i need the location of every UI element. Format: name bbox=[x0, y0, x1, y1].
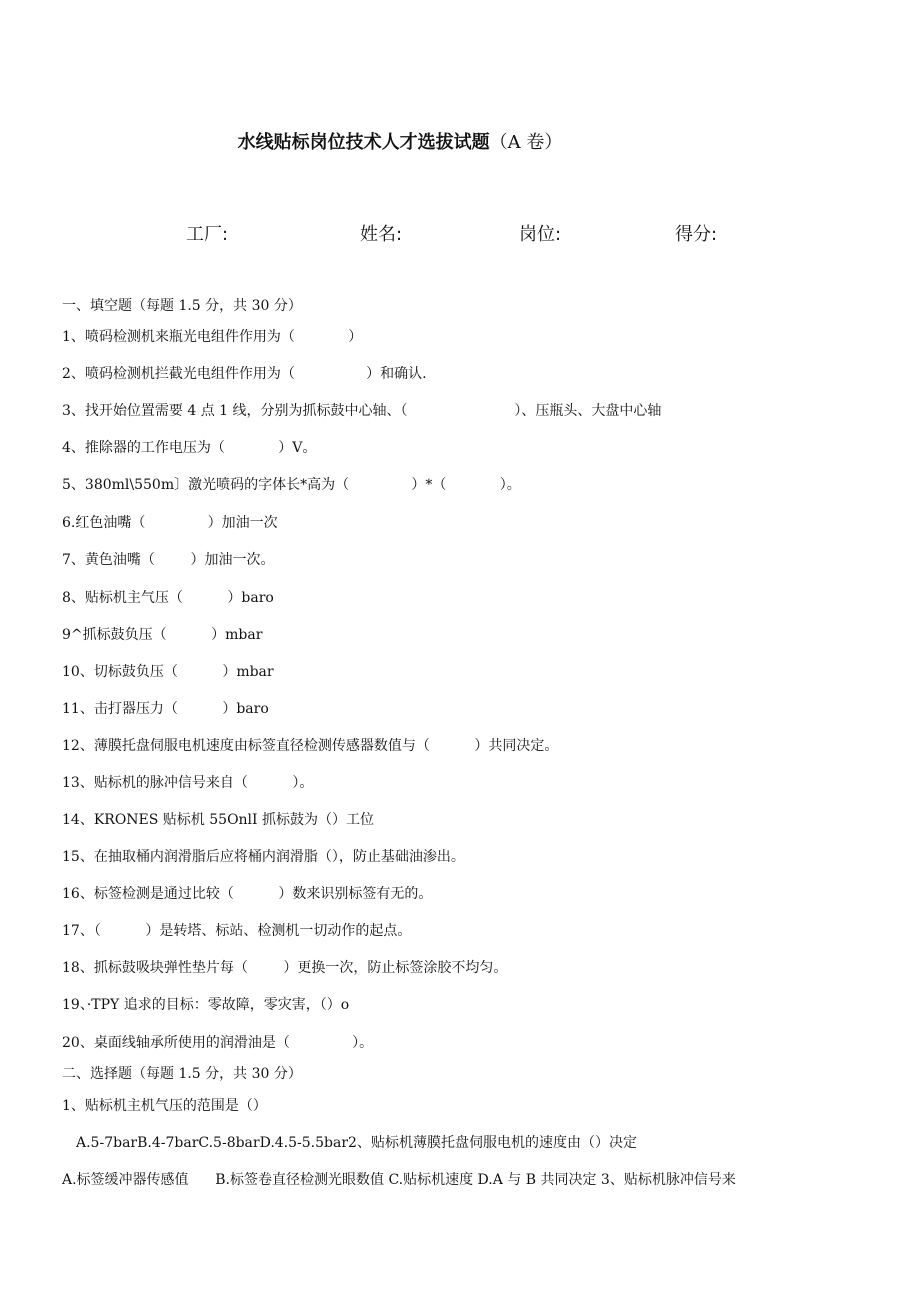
question-1-18: 18、抓标鼓吸块弹性垫片每（ ）更换一次，防止标签涂胶不均匀。 bbox=[62, 960, 508, 976]
question-1-2: 2、喷码检测机拦截光电组件作用为（ ）和确认. bbox=[62, 366, 427, 382]
title-main: 水线贴标岗位技术人才选拔试题 bbox=[237, 132, 490, 153]
question-2-1: 1、贴标机主机气压的范围是（） bbox=[62, 1098, 267, 1114]
question-1-16: 16、标签检测是通过比较（ ）数来识别标签有无的。 bbox=[62, 886, 433, 902]
question-1-15: 15、在抽取桶内润滑脂后应将桶内润滑脂（），防止基础油渗出。 bbox=[62, 849, 465, 865]
question-1-19: 19、·TPY 追求的目标：零故障，零灾害，（）o bbox=[62, 997, 350, 1013]
question-1-8: 8、贴标机主气压（ ）baro bbox=[62, 590, 274, 606]
factory-label: 工厂: bbox=[186, 224, 229, 245]
question-1-9: 9^抓标鼓负压（ ）mbar bbox=[62, 627, 263, 643]
question-1-12: 12、薄膜托盘伺服电机速度由标签直径检测传感器数值与（ ）共同决定。 bbox=[62, 738, 559, 754]
question-1-3: 3、找开始位置需要 4 点 1 线，分别为抓标鼓中心轴、（ ）、压瓶头、大盘中心轴 bbox=[62, 403, 662, 419]
exam-title bbox=[0, 128, 800, 154]
question-1-1: 1、喷码检测机来瓶光电组件作用为（ ） bbox=[62, 329, 363, 345]
title-paper-version: （A 卷） bbox=[489, 132, 563, 153]
question-2-2-options: A.标签缓冲器传感值 B.标签卷直径检测光眼数值 C.贴标机速度 D.A 与 B 共同决定 3、贴标机脉冲信号来 bbox=[62, 1172, 736, 1188]
question-1-4: 4、推除器的工作电压为（ ）V。 bbox=[62, 440, 317, 456]
question-1-11: 11、击打器压力（ ）baro bbox=[62, 701, 269, 717]
question-1-17: 17、（ ）是转塔、标站、检测机一切动作的起点。 bbox=[62, 923, 412, 939]
post-label: 岗位: bbox=[519, 224, 562, 245]
question-1-20: 20、桌面线轴承所使用的润滑油是（ ）。 bbox=[62, 1035, 374, 1051]
question-1-7: 7、黄色油嘴（ ）加油一次。 bbox=[62, 552, 275, 568]
section2-heading: 二、选择题（每题 1.5 分，共 30 分） bbox=[62, 1066, 302, 1082]
question-2-1-options: A.5-7barB.4-7barC.5-8barD.4.5-5.5bar2、贴标机薄膜托盘伺服电机的速度由（）决定 bbox=[76, 1135, 637, 1151]
question-1-6: 6.红色油嘴（ ）加油一次 bbox=[62, 515, 278, 531]
question-1-10: 10、切标鼓负压（ ）mbar bbox=[62, 664, 274, 680]
question-1-13: 13、贴标机的脉冲信号来自（ ）。 bbox=[62, 775, 314, 791]
score-label: 得分: bbox=[675, 224, 718, 245]
section1-heading: 一、填空题（每题 1.5 分，共 30 分） bbox=[62, 298, 302, 314]
question-1-5: 5、380ml\550m〕激光喷码的字体长*高为（ ）*（ ）。 bbox=[62, 477, 521, 493]
question-1-14: 14、KRONES 贴标机 55OnlI 抓标鼓为（）工位 bbox=[62, 812, 375, 828]
name-label: 姓名: bbox=[360, 224, 403, 245]
